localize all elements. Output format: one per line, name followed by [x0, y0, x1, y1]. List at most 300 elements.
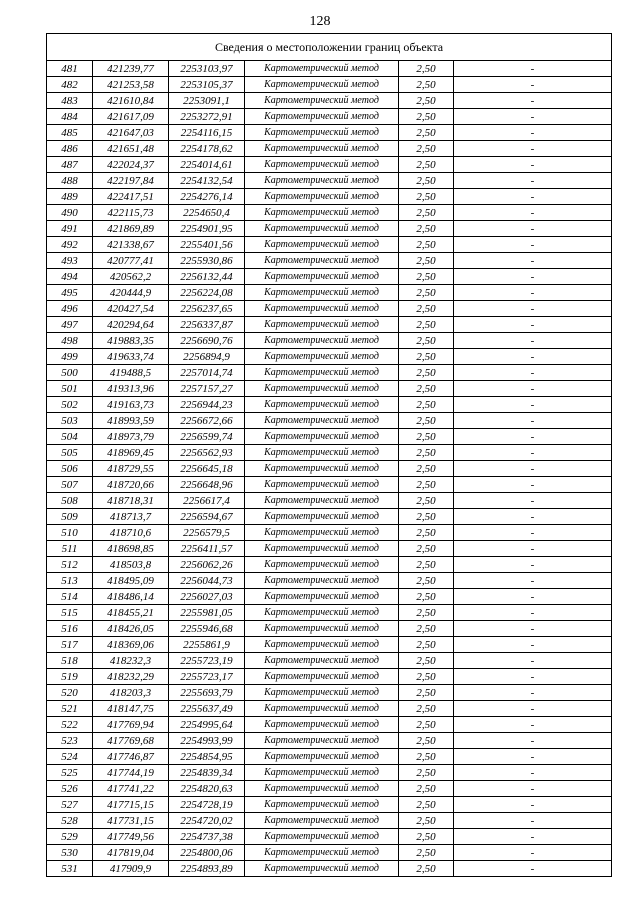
table-row — [47, 157, 612, 173]
accuracy-cell: 2,50 — [399, 397, 454, 413]
y-coordinate-cell: 2254014,61 — [169, 157, 245, 173]
table-row — [47, 397, 612, 413]
description-cell: - — [454, 285, 612, 301]
description-cell: - — [454, 733, 612, 749]
description-cell: - — [454, 413, 612, 429]
point-number-cell: 527 — [47, 797, 93, 813]
accuracy-cell: 2,50 — [399, 701, 454, 717]
y-coordinate-cell: 2255981,05 — [169, 605, 245, 621]
method-cell: Картометрический метод — [245, 109, 399, 125]
point-number-cell: 485 — [47, 125, 93, 141]
x-coordinate-cell: 419488,5 — [93, 365, 169, 381]
point-number-cell: 517 — [47, 637, 93, 653]
table-row — [47, 861, 612, 877]
accuracy-cell: 2,50 — [399, 109, 454, 125]
accuracy-cell: 2,50 — [399, 669, 454, 685]
description-cell: - — [454, 797, 612, 813]
table-row — [47, 621, 612, 637]
y-coordinate-cell: 2254116,15 — [169, 125, 245, 141]
accuracy-cell: 2,50 — [399, 317, 454, 333]
x-coordinate-cell: 417749,56 — [93, 829, 169, 845]
x-coordinate-cell: 418426,05 — [93, 621, 169, 637]
description-cell: - — [454, 589, 612, 605]
method-cell: Картометрический метод — [245, 445, 399, 461]
method-cell: Картометрический метод — [245, 381, 399, 397]
description-cell: - — [454, 669, 612, 685]
description-cell: - — [454, 317, 612, 333]
method-cell: Картометрический метод — [245, 557, 399, 573]
method-cell: Картометрический метод — [245, 253, 399, 269]
description-cell: - — [454, 813, 612, 829]
method-cell: Картометрический метод — [245, 733, 399, 749]
accuracy-cell: 2,50 — [399, 381, 454, 397]
description-cell: - — [454, 845, 612, 861]
method-cell: Картометрический метод — [245, 349, 399, 365]
point-number-cell: 500 — [47, 365, 93, 381]
description-cell: - — [454, 781, 612, 797]
table-row — [47, 461, 612, 477]
method-cell: Картометрический метод — [245, 781, 399, 797]
description-cell: - — [454, 141, 612, 157]
method-cell: Картометрический метод — [245, 717, 399, 733]
method-cell: Картометрический метод — [245, 621, 399, 637]
table-row — [47, 333, 612, 349]
y-coordinate-cell: 2255723,17 — [169, 669, 245, 685]
y-coordinate-cell: 2254800,06 — [169, 845, 245, 861]
y-coordinate-cell: 2256337,87 — [169, 317, 245, 333]
description-cell: - — [454, 157, 612, 173]
point-number-cell: 528 — [47, 813, 93, 829]
x-coordinate-cell: 417769,94 — [93, 717, 169, 733]
table-row — [47, 189, 612, 205]
description-cell: - — [454, 701, 612, 717]
table-row — [47, 61, 612, 77]
description-cell: - — [454, 429, 612, 445]
method-cell: Картометрический метод — [245, 61, 399, 77]
accuracy-cell: 2,50 — [399, 589, 454, 605]
y-coordinate-cell: 2256594,67 — [169, 509, 245, 525]
point-number-cell: 504 — [47, 429, 93, 445]
method-cell: Картометрический метод — [245, 573, 399, 589]
y-coordinate-cell: 2254995,64 — [169, 717, 245, 733]
y-coordinate-cell: 2256645,18 — [169, 461, 245, 477]
point-number-cell: 492 — [47, 237, 93, 253]
table-row — [47, 669, 612, 685]
y-coordinate-cell: 2255930,86 — [169, 253, 245, 269]
x-coordinate-cell: 418713,7 — [93, 509, 169, 525]
method-cell: Картометрический метод — [245, 125, 399, 141]
accuracy-cell: 2,50 — [399, 93, 454, 109]
accuracy-cell: 2,50 — [399, 557, 454, 573]
accuracy-cell: 2,50 — [399, 541, 454, 557]
accuracy-cell: 2,50 — [399, 429, 454, 445]
y-coordinate-cell: 2257014,74 — [169, 365, 245, 381]
accuracy-cell: 2,50 — [399, 205, 454, 221]
y-coordinate-cell: 2253103,97 — [169, 61, 245, 77]
y-coordinate-cell: 2256672,66 — [169, 413, 245, 429]
x-coordinate-cell: 418232,29 — [93, 669, 169, 685]
method-cell: Картометрический метод — [245, 461, 399, 477]
y-coordinate-cell: 2254839,34 — [169, 765, 245, 781]
point-number-cell: 501 — [47, 381, 93, 397]
method-cell: Картометрический метод — [245, 701, 399, 717]
table-row — [47, 573, 612, 589]
x-coordinate-cell: 418993,59 — [93, 413, 169, 429]
x-coordinate-cell: 422197,84 — [93, 173, 169, 189]
y-coordinate-cell: 2256027,03 — [169, 589, 245, 605]
x-coordinate-cell: 419313,96 — [93, 381, 169, 397]
description-cell: - — [454, 61, 612, 77]
y-coordinate-cell: 2254854,95 — [169, 749, 245, 765]
method-cell: Картометрический метод — [245, 93, 399, 109]
accuracy-cell: 2,50 — [399, 829, 454, 845]
accuracy-cell: 2,50 — [399, 77, 454, 93]
method-cell: Картометрический метод — [245, 157, 399, 173]
method-cell: Картометрический метод — [245, 269, 399, 285]
point-number-cell: 505 — [47, 445, 93, 461]
accuracy-cell: 2,50 — [399, 621, 454, 637]
x-coordinate-cell: 417731,15 — [93, 813, 169, 829]
accuracy-cell: 2,50 — [399, 141, 454, 157]
y-coordinate-cell: 2256617,4 — [169, 493, 245, 509]
point-number-cell: 488 — [47, 173, 93, 189]
description-cell: - — [454, 269, 612, 285]
x-coordinate-cell: 421338,67 — [93, 237, 169, 253]
table-row — [47, 509, 612, 525]
description-cell: - — [454, 125, 612, 141]
point-number-cell: 515 — [47, 605, 93, 621]
y-coordinate-cell: 2253272,91 — [169, 109, 245, 125]
point-number-cell: 503 — [47, 413, 93, 429]
accuracy-cell: 2,50 — [399, 797, 454, 813]
table-row — [47, 269, 612, 285]
y-coordinate-cell: 2254993,99 — [169, 733, 245, 749]
accuracy-cell: 2,50 — [399, 253, 454, 269]
x-coordinate-cell: 417819,04 — [93, 845, 169, 861]
point-number-cell: 514 — [47, 589, 93, 605]
table-row — [47, 221, 612, 237]
accuracy-cell: 2,50 — [399, 637, 454, 653]
y-coordinate-cell: 2256062,26 — [169, 557, 245, 573]
table-row — [47, 845, 612, 861]
description-cell: - — [454, 717, 612, 733]
y-coordinate-cell: 2255637,49 — [169, 701, 245, 717]
x-coordinate-cell: 417746,87 — [93, 749, 169, 765]
point-number-cell: 481 — [47, 61, 93, 77]
description-cell: - — [454, 349, 612, 365]
boundary-coordinates-table — [46, 33, 612, 877]
point-number-cell: 506 — [47, 461, 93, 477]
table-row — [47, 493, 612, 509]
x-coordinate-cell: 418455,21 — [93, 605, 169, 621]
point-number-cell: 530 — [47, 845, 93, 861]
method-cell: Картометрический метод — [245, 173, 399, 189]
y-coordinate-cell: 2256599,74 — [169, 429, 245, 445]
table-row — [47, 653, 612, 669]
accuracy-cell: 2,50 — [399, 173, 454, 189]
description-cell: - — [454, 253, 612, 269]
description-cell: - — [454, 573, 612, 589]
x-coordinate-cell: 421253,58 — [93, 77, 169, 93]
description-cell: - — [454, 749, 612, 765]
x-coordinate-cell: 418503,8 — [93, 557, 169, 573]
x-coordinate-cell: 418369,06 — [93, 637, 169, 653]
description-cell: - — [454, 381, 612, 397]
accuracy-cell: 2,50 — [399, 333, 454, 349]
method-cell: Картометрический метод — [245, 749, 399, 765]
description-cell: - — [454, 477, 612, 493]
accuracy-cell: 2,50 — [399, 285, 454, 301]
x-coordinate-cell: 418232,3 — [93, 653, 169, 669]
description-cell: - — [454, 685, 612, 701]
table-row — [47, 733, 612, 749]
accuracy-cell: 2,50 — [399, 493, 454, 509]
y-coordinate-cell: 2257157,27 — [169, 381, 245, 397]
table-row — [47, 557, 612, 573]
description-cell: - — [454, 829, 612, 845]
table-row — [47, 253, 612, 269]
table-row — [47, 685, 612, 701]
point-number-cell: 494 — [47, 269, 93, 285]
description-cell: - — [454, 525, 612, 541]
table-row — [47, 749, 612, 765]
description-cell: - — [454, 205, 612, 221]
description-cell: - — [454, 365, 612, 381]
x-coordinate-cell: 421869,89 — [93, 221, 169, 237]
table-row — [47, 701, 612, 717]
x-coordinate-cell: 421610,84 — [93, 93, 169, 109]
x-coordinate-cell: 418729,55 — [93, 461, 169, 477]
point-number-cell: 513 — [47, 573, 93, 589]
method-cell: Картометрический метод — [245, 509, 399, 525]
accuracy-cell: 2,50 — [399, 573, 454, 589]
x-coordinate-cell: 417909,9 — [93, 861, 169, 877]
method-cell: Картометрический метод — [245, 397, 399, 413]
accuracy-cell: 2,50 — [399, 845, 454, 861]
x-coordinate-cell: 421239,77 — [93, 61, 169, 77]
point-number-cell: 487 — [47, 157, 93, 173]
method-cell: Картометрический метод — [245, 525, 399, 541]
table-row — [47, 813, 612, 829]
table-row — [47, 765, 612, 781]
accuracy-cell: 2,50 — [399, 157, 454, 173]
accuracy-cell: 2,50 — [399, 237, 454, 253]
x-coordinate-cell: 417744,19 — [93, 765, 169, 781]
table-row — [47, 317, 612, 333]
x-coordinate-cell: 419163,73 — [93, 397, 169, 413]
point-number-cell: 522 — [47, 717, 93, 733]
x-coordinate-cell: 419633,74 — [93, 349, 169, 365]
description-cell: - — [454, 605, 612, 621]
y-coordinate-cell: 2255401,56 — [169, 237, 245, 253]
y-coordinate-cell: 2256044,73 — [169, 573, 245, 589]
description-cell: - — [454, 221, 612, 237]
point-number-cell: 497 — [47, 317, 93, 333]
x-coordinate-cell: 420427,54 — [93, 301, 169, 317]
table-row — [47, 477, 612, 493]
x-coordinate-cell: 422024,37 — [93, 157, 169, 173]
method-cell: Картометрический метод — [245, 365, 399, 381]
point-number-cell: 526 — [47, 781, 93, 797]
method-cell: Картометрический метод — [245, 541, 399, 557]
point-number-cell: 509 — [47, 509, 93, 525]
x-coordinate-cell: 417715,15 — [93, 797, 169, 813]
method-cell: Картометрический метод — [245, 845, 399, 861]
y-coordinate-cell: 2254893,89 — [169, 861, 245, 877]
table-row — [47, 173, 612, 189]
y-coordinate-cell: 2256579,5 — [169, 525, 245, 541]
y-coordinate-cell: 2254650,4 — [169, 205, 245, 221]
table-row — [47, 605, 612, 621]
accuracy-cell: 2,50 — [399, 733, 454, 749]
method-cell: Картометрический метод — [245, 637, 399, 653]
method-cell: Картометрический метод — [245, 829, 399, 845]
description-cell: - — [454, 653, 612, 669]
table-row — [47, 141, 612, 157]
accuracy-cell: 2,50 — [399, 61, 454, 77]
point-number-cell: 495 — [47, 285, 93, 301]
description-cell: - — [454, 109, 612, 125]
accuracy-cell: 2,50 — [399, 189, 454, 205]
x-coordinate-cell: 420294,64 — [93, 317, 169, 333]
description-cell: - — [454, 237, 612, 253]
point-number-cell: 482 — [47, 77, 93, 93]
table-title-row — [47, 34, 612, 61]
method-cell: Картометрический метод — [245, 813, 399, 829]
method-cell: Картометрический метод — [245, 477, 399, 493]
table-row — [47, 781, 612, 797]
point-number-cell: 529 — [47, 829, 93, 845]
description-cell: - — [454, 621, 612, 637]
point-number-cell: 502 — [47, 397, 93, 413]
description-cell: - — [454, 765, 612, 781]
description-cell: - — [454, 493, 612, 509]
description-cell: - — [454, 397, 612, 413]
table-row — [47, 445, 612, 461]
x-coordinate-cell: 422417,51 — [93, 189, 169, 205]
table-row — [47, 349, 612, 365]
accuracy-cell: 2,50 — [399, 269, 454, 285]
accuracy-cell: 2,50 — [399, 461, 454, 477]
y-coordinate-cell: 2253105,37 — [169, 77, 245, 93]
accuracy-cell: 2,50 — [399, 861, 454, 877]
accuracy-cell: 2,50 — [399, 477, 454, 493]
y-coordinate-cell: 2254728,19 — [169, 797, 245, 813]
description-cell: - — [454, 637, 612, 653]
table-row — [47, 525, 612, 541]
description-cell: - — [454, 173, 612, 189]
table-row — [47, 717, 612, 733]
description-cell: - — [454, 445, 612, 461]
x-coordinate-cell: 418486,14 — [93, 589, 169, 605]
method-cell: Картометрический метод — [245, 301, 399, 317]
x-coordinate-cell: 418710,6 — [93, 525, 169, 541]
y-coordinate-cell: 2254901,95 — [169, 221, 245, 237]
table-row — [47, 125, 612, 141]
table-row — [47, 365, 612, 381]
point-number-cell: 498 — [47, 333, 93, 349]
table-row — [47, 589, 612, 605]
y-coordinate-cell: 2256224,08 — [169, 285, 245, 301]
method-cell: Картометрический метод — [245, 861, 399, 877]
y-coordinate-cell: 2254820,63 — [169, 781, 245, 797]
accuracy-cell: 2,50 — [399, 525, 454, 541]
y-coordinate-cell: 2256132,44 — [169, 269, 245, 285]
point-number-cell: 508 — [47, 493, 93, 509]
point-number-cell: 486 — [47, 141, 93, 157]
point-number-cell: 511 — [47, 541, 93, 557]
y-coordinate-cell: 2253091,1 — [169, 93, 245, 109]
method-cell: Картометрический метод — [245, 685, 399, 701]
method-cell: Картометрический метод — [245, 429, 399, 445]
accuracy-cell: 2,50 — [399, 365, 454, 381]
y-coordinate-cell: 2256944,23 — [169, 397, 245, 413]
accuracy-cell: 2,50 — [399, 125, 454, 141]
accuracy-cell: 2,50 — [399, 653, 454, 669]
method-cell: Картометрический метод — [245, 669, 399, 685]
method-cell: Картометрический метод — [245, 797, 399, 813]
point-number-cell: 484 — [47, 109, 93, 125]
accuracy-cell: 2,50 — [399, 717, 454, 733]
y-coordinate-cell: 2254276,14 — [169, 189, 245, 205]
y-coordinate-cell: 2255693,79 — [169, 685, 245, 701]
y-coordinate-cell: 2256648,96 — [169, 477, 245, 493]
x-coordinate-cell: 421651,48 — [93, 141, 169, 157]
point-number-cell: 518 — [47, 653, 93, 669]
description-cell: - — [454, 301, 612, 317]
description-cell: - — [454, 333, 612, 349]
y-coordinate-cell: 2254178,62 — [169, 141, 245, 157]
point-number-cell: 490 — [47, 205, 93, 221]
method-cell: Картометрический метод — [245, 141, 399, 157]
table-row — [47, 381, 612, 397]
point-number-cell: 520 — [47, 685, 93, 701]
table-row — [47, 637, 612, 653]
point-number-cell: 525 — [47, 765, 93, 781]
x-coordinate-cell: 418698,85 — [93, 541, 169, 557]
method-cell: Картометрический метод — [245, 413, 399, 429]
x-coordinate-cell: 418969,45 — [93, 445, 169, 461]
method-cell: Картометрический метод — [245, 205, 399, 221]
accuracy-cell: 2,50 — [399, 781, 454, 797]
table-row — [47, 797, 612, 813]
description-cell: - — [454, 509, 612, 525]
x-coordinate-cell: 421647,03 — [93, 125, 169, 141]
point-number-cell: 531 — [47, 861, 93, 877]
accuracy-cell: 2,50 — [399, 509, 454, 525]
accuracy-cell: 2,50 — [399, 685, 454, 701]
point-number-cell: 523 — [47, 733, 93, 749]
method-cell: Картометрический метод — [245, 77, 399, 93]
x-coordinate-cell: 418720,66 — [93, 477, 169, 493]
method-cell: Картометрический метод — [245, 493, 399, 509]
x-coordinate-cell: 420444,9 — [93, 285, 169, 301]
description-cell: - — [454, 461, 612, 477]
x-coordinate-cell: 420777,41 — [93, 253, 169, 269]
y-coordinate-cell: 2255946,68 — [169, 621, 245, 637]
accuracy-cell: 2,50 — [399, 301, 454, 317]
accuracy-cell: 2,50 — [399, 765, 454, 781]
y-coordinate-cell: 2254132,54 — [169, 173, 245, 189]
method-cell: Картометрический метод — [245, 221, 399, 237]
accuracy-cell: 2,50 — [399, 221, 454, 237]
description-cell: - — [454, 93, 612, 109]
x-coordinate-cell: 417769,68 — [93, 733, 169, 749]
point-number-cell: 499 — [47, 349, 93, 365]
table-row — [47, 285, 612, 301]
point-number-cell: 496 — [47, 301, 93, 317]
description-cell: - — [454, 861, 612, 877]
